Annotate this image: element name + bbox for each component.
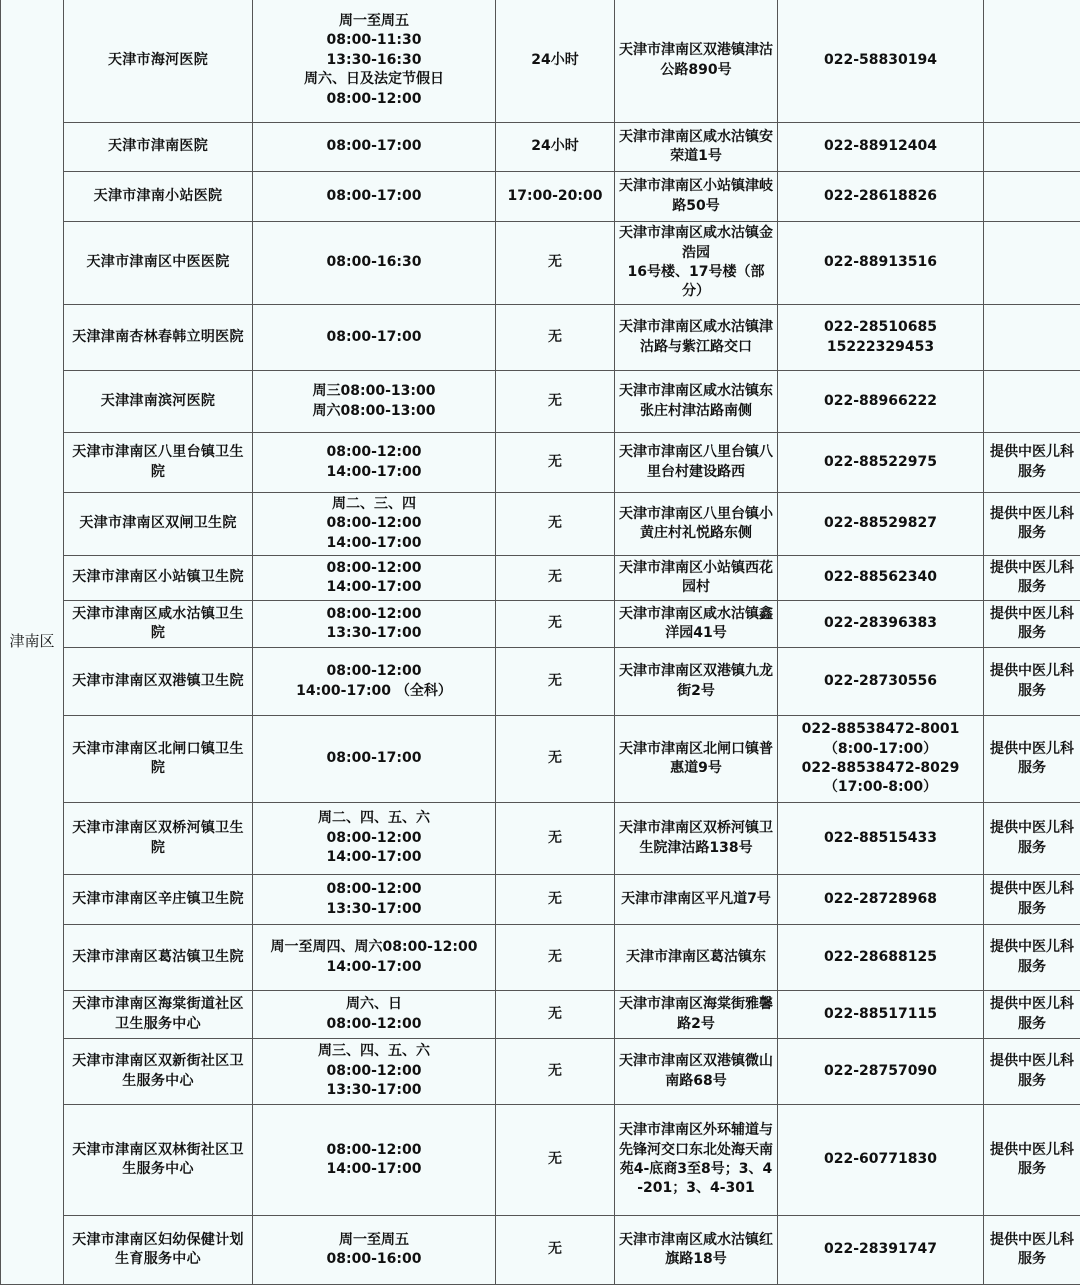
table-row xyxy=(1,648,1080,716)
emergency-hours-cell: 无 xyxy=(496,1105,615,1216)
hospital-name-cell: 天津市津南区咸水沽镇卫生院 xyxy=(64,601,253,648)
address-cell: 天津市津南区咸水沽镇鑫洋园41号 xyxy=(615,601,778,648)
emergency-hours-cell: 无 xyxy=(496,556,615,601)
address-cell: 天津市津南区双港镇微山南路68号 xyxy=(615,1039,778,1105)
phone-cell: 022-28510685 15222329453 xyxy=(778,305,984,371)
hospital-name-cell: 天津市津南区葛沽镇卫生院 xyxy=(64,925,253,991)
emergency-hours-cell: 24小时 xyxy=(496,123,615,172)
address-cell: 天津市津南区八里台镇小黄庄村礼悦路东侧 xyxy=(615,493,778,556)
note-cell: 提供中医儿科服务 xyxy=(984,716,1080,803)
table-row xyxy=(1,305,1080,371)
phone-cell: 022-28728968 xyxy=(778,875,984,925)
hospital-name-cell: 天津市津南区辛庄镇卫生院 xyxy=(64,875,253,925)
table-row xyxy=(1,1216,1080,1285)
hospital-name-cell: 天津市津南医院 xyxy=(64,123,253,172)
note-cell xyxy=(984,123,1080,172)
emergency-hours-cell: 无 xyxy=(496,648,615,716)
outpatient-hours-cell: 08:00-12:00 13:30-17:00 xyxy=(253,875,496,925)
phone-cell: 022-88538472-8001 （8:00-17:00） 022-88538472-8029 （17:00-8:00） xyxy=(778,716,984,803)
hospital-name-cell: 天津市津南区中医医院 xyxy=(64,222,253,305)
address-cell: 天津市津南区咸水沽镇津沽路与紫江路交口 xyxy=(615,305,778,371)
table-row xyxy=(1,172,1080,222)
phone-cell: 022-88522975 xyxy=(778,433,984,493)
table-row xyxy=(1,493,1080,556)
note-cell xyxy=(984,371,1080,433)
emergency-hours-cell: 无 xyxy=(496,305,615,371)
emergency-hours-cell: 无 xyxy=(496,371,615,433)
hospital-name-cell: 天津市津南区海棠街道社区卫生服务中心 xyxy=(64,991,253,1039)
emergency-hours-cell: 无 xyxy=(496,1216,615,1285)
table-row xyxy=(1,222,1080,305)
note-cell xyxy=(984,172,1080,222)
phone-cell: 022-88966222 xyxy=(778,371,984,433)
phone-cell: 022-58830194 xyxy=(778,0,984,123)
note-cell: 提供中医儿科服务 xyxy=(984,925,1080,991)
phone-cell: 022-88517115 xyxy=(778,991,984,1039)
phone-cell: 022-88529827 xyxy=(778,493,984,556)
outpatient-hours-cell: 08:00-12:00 14:00-17:00 xyxy=(253,556,496,601)
table-row xyxy=(1,433,1080,493)
phone-cell: 022-28396383 xyxy=(778,601,984,648)
address-cell: 天津市津南区咸水沽镇安荣道1号 xyxy=(615,123,778,172)
address-cell: 天津市津南区双港镇津沽公路890号 xyxy=(615,0,778,123)
note-cell: 提供中医儿科服务 xyxy=(984,1216,1080,1285)
note-cell: 提供中医儿科服务 xyxy=(984,433,1080,493)
outpatient-hours-cell: 08:00-16:30 xyxy=(253,222,496,305)
hospital-name-cell: 天津津南滨河医院 xyxy=(64,371,253,433)
address-cell: 天津市津南区咸水沽镇红旗路18号 xyxy=(615,1216,778,1285)
emergency-hours-cell: 24小时 xyxy=(496,0,615,123)
hospital-name-cell: 天津市津南区小站镇卫生院 xyxy=(64,556,253,601)
hospital-name-cell: 天津市津南区双闸卫生院 xyxy=(64,493,253,556)
phone-cell: 022-28618826 xyxy=(778,172,984,222)
emergency-hours-cell: 无 xyxy=(496,991,615,1039)
note-cell: 提供中医儿科服务 xyxy=(984,803,1080,875)
table-row xyxy=(1,123,1080,172)
phone-cell: 022-88913516 xyxy=(778,222,984,305)
note-cell xyxy=(984,222,1080,305)
emergency-hours-cell: 无 xyxy=(496,925,615,991)
table-body xyxy=(1,0,1080,1285)
outpatient-hours-cell: 08:00-17:00 xyxy=(253,305,496,371)
note-cell: 提供中医儿科服务 xyxy=(984,648,1080,716)
hospital-name-cell: 天津市津南区双新街社区卫生服务中心 xyxy=(64,1039,253,1105)
outpatient-hours-cell: 周六、日 08:00-12:00 xyxy=(253,991,496,1039)
outpatient-hours-cell: 周一至周四、周六08:00-12:00 14:00-17:00 xyxy=(253,925,496,991)
outpatient-hours-cell: 周一至周五 08:00-16:00 xyxy=(253,1216,496,1285)
outpatient-hours-cell: 08:00-12:00 14:00-17:00 （全科） xyxy=(253,648,496,716)
district-cell: 津南区 xyxy=(1,0,64,1285)
hospital-name-cell: 天津市津南区八里台镇卫生院 xyxy=(64,433,253,493)
table-row xyxy=(1,925,1080,991)
note-cell: 提供中医儿科服务 xyxy=(984,1105,1080,1216)
note-cell xyxy=(984,0,1080,123)
outpatient-hours-cell: 周二、三、四 08:00-12:00 14:00-17:00 xyxy=(253,493,496,556)
address-cell: 天津市津南区双港镇九龙街2号 xyxy=(615,648,778,716)
hospital-name-cell: 天津市津南区双桥河镇卫生院 xyxy=(64,803,253,875)
emergency-hours-cell: 无 xyxy=(496,493,615,556)
emergency-hours-cell: 17:00-20:00 xyxy=(496,172,615,222)
address-cell: 天津市津南区外环辅道与先锋河交口东北处海天南苑4-底商3至8号；3、4-201；3、4-301 xyxy=(615,1105,778,1216)
hospital-name-cell: 天津市津南区双港镇卫生院 xyxy=(64,648,253,716)
note-cell: 提供中医儿科服务 xyxy=(984,1039,1080,1105)
table-row xyxy=(1,875,1080,925)
emergency-hours-cell: 无 xyxy=(496,601,615,648)
hospital-name-cell: 天津市海河医院 xyxy=(64,0,253,123)
emergency-hours-cell: 无 xyxy=(496,803,615,875)
table-row xyxy=(1,0,1080,123)
table-row xyxy=(1,991,1080,1039)
emergency-hours-cell: 无 xyxy=(496,875,615,925)
address-cell: 天津市津南区咸水沽镇东张庄村津沽路南侧 xyxy=(615,371,778,433)
phone-cell: 022-88912404 xyxy=(778,123,984,172)
outpatient-hours-cell: 周二、四、五、六 08:00-12:00 14:00-17:00 xyxy=(253,803,496,875)
outpatient-hours-cell: 08:00-12:00 13:30-17:00 xyxy=(253,601,496,648)
address-cell: 天津市津南区小站镇津岐路50号 xyxy=(615,172,778,222)
outpatient-hours-cell: 08:00-12:00 14:00-17:00 xyxy=(253,433,496,493)
address-cell: 天津市津南区八里台镇八里台村建设路西 xyxy=(615,433,778,493)
emergency-hours-cell: 无 xyxy=(496,716,615,803)
emergency-hours-cell: 无 xyxy=(496,433,615,493)
address-cell: 天津市津南区小站镇西花园村 xyxy=(615,556,778,601)
address-cell: 天津市津南区平凡道7号 xyxy=(615,875,778,925)
hospital-name-cell: 天津市津南小站医院 xyxy=(64,172,253,222)
phone-cell: 022-28730556 xyxy=(778,648,984,716)
outpatient-hours-cell: 周三、四、五、六 08:00-12:00 13:30-17:00 xyxy=(253,1039,496,1105)
address-cell: 天津市津南区北闸口镇普惠道9号 xyxy=(615,716,778,803)
address-cell: 天津市津南区双桥河镇卫生院津沽路138号 xyxy=(615,803,778,875)
phone-cell: 022-88562340 xyxy=(778,556,984,601)
table-row xyxy=(1,803,1080,875)
table-row xyxy=(1,601,1080,648)
hospital-name-cell: 天津市津南区妇幼保健计划生育服务中心 xyxy=(64,1216,253,1285)
hospital-name-cell: 天津市津南区北闸口镇卫生院 xyxy=(64,716,253,803)
emergency-hours-cell: 无 xyxy=(496,1039,615,1105)
table-row xyxy=(1,716,1080,803)
outpatient-hours-cell: 周一至周五 08:00-11:30 13:30-16:30 周六、日及法定节假日 08:00-12:00 xyxy=(253,0,496,123)
table-row xyxy=(1,1105,1080,1216)
table-row xyxy=(1,1039,1080,1105)
outpatient-hours-cell: 周三08:00-13:00 周六08:00-13:00 xyxy=(253,371,496,433)
hospital-name-cell: 天津市津南区双林街社区卫生服务中心 xyxy=(64,1105,253,1216)
outpatient-hours-cell: 08:00-17:00 xyxy=(253,123,496,172)
phone-cell: 022-28391747 xyxy=(778,1216,984,1285)
table-row xyxy=(1,371,1080,433)
address-cell: 天津市津南区咸水沽镇金浩园 16号楼、17号楼（部分） xyxy=(615,222,778,305)
note-cell: 提供中医儿科服务 xyxy=(984,556,1080,601)
outpatient-hours-cell: 08:00-17:00 xyxy=(253,172,496,222)
phone-cell: 022-88515433 xyxy=(778,803,984,875)
note-cell: 提供中医儿科服务 xyxy=(984,601,1080,648)
outpatient-hours-cell: 08:00-17:00 xyxy=(253,716,496,803)
address-cell: 天津市津南区海棠街雅馨路2号 xyxy=(615,991,778,1039)
phone-cell: 022-60771830 xyxy=(778,1105,984,1216)
note-cell: 提供中医儿科服务 xyxy=(984,875,1080,925)
note-cell: 提供中医儿科服务 xyxy=(984,493,1080,556)
outpatient-hours-cell: 08:00-12:00 14:00-17:00 xyxy=(253,1105,496,1216)
phone-cell: 022-28757090 xyxy=(778,1039,984,1105)
note-cell xyxy=(984,305,1080,371)
hospital-name-cell: 天津津南杏林春韩立明医院 xyxy=(64,305,253,371)
phone-cell: 022-28688125 xyxy=(778,925,984,991)
table-row xyxy=(1,556,1080,601)
emergency-hours-cell: 无 xyxy=(496,222,615,305)
address-cell: 天津市津南区葛沽镇东 xyxy=(615,925,778,991)
note-cell: 提供中医儿科服务 xyxy=(984,991,1080,1039)
